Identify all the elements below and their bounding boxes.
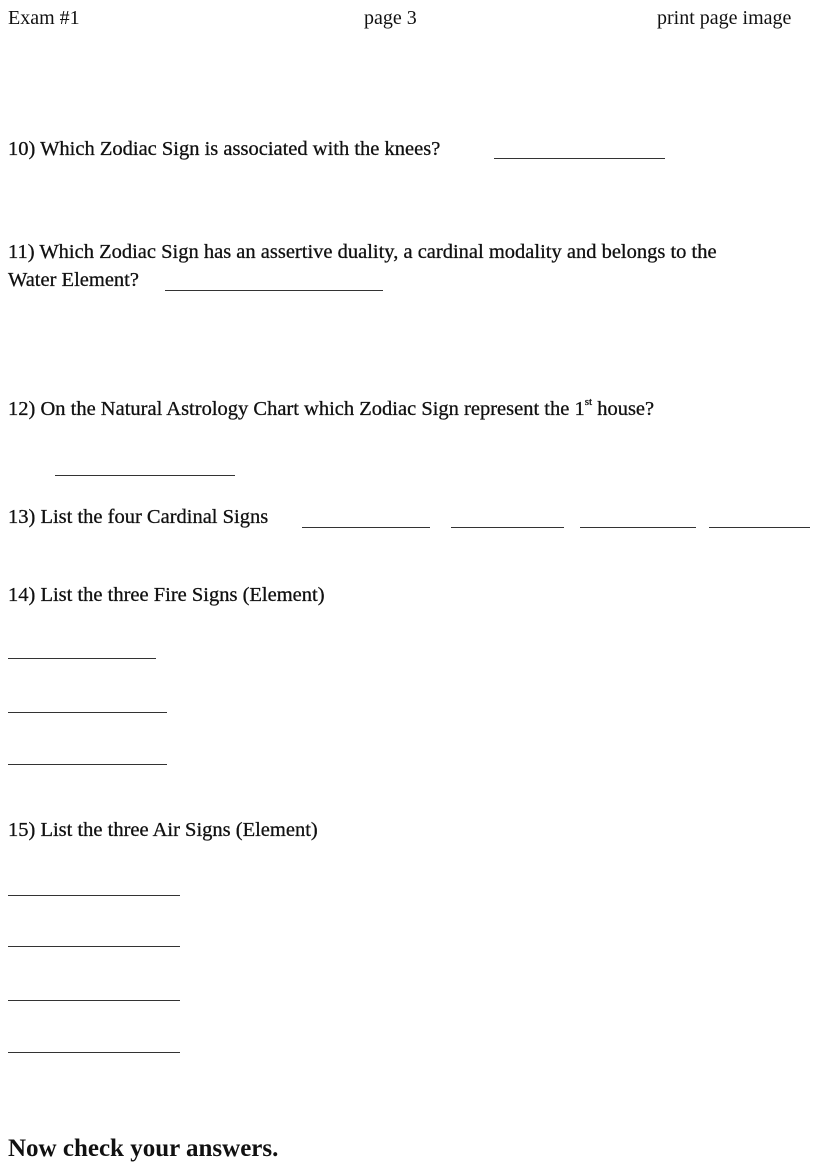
- answer-blank-q15-4[interactable]: [8, 1052, 180, 1053]
- question-10: 10) Which Zodiac Sign is associated with the knees?: [8, 138, 441, 160]
- answer-blank-q15-1[interactable]: [8, 895, 180, 896]
- question-12-text-end: house?: [592, 398, 655, 420]
- answer-blank-q11[interactable]: [165, 290, 383, 291]
- question-12-text: 12) On the Natural Astrology Chart which Zodiac Sign represent the 1: [8, 398, 585, 420]
- answer-blank-q10[interactable]: [494, 158, 665, 159]
- question-12: [8, 397, 654, 421]
- header-page-number: page 3: [364, 7, 417, 29]
- header-exam-label: Exam #1: [8, 7, 80, 29]
- answer-blank-q14-2[interactable]: [8, 712, 167, 713]
- answer-blank-q13-1[interactable]: [302, 527, 430, 528]
- question-14: 14) List the three Fire Signs (Element): [8, 584, 325, 606]
- answer-blank-q13-4[interactable]: [709, 527, 810, 528]
- answer-blank-q15-2[interactable]: [8, 946, 180, 947]
- question-15: 15) List the three Air Signs (Element): [8, 819, 318, 841]
- footer-instruction: Now check your answers.: [8, 1135, 279, 1162]
- answer-blank-q15-3[interactable]: [8, 1000, 180, 1001]
- answer-blank-q14-1[interactable]: [8, 658, 156, 659]
- answer-blank-q14-3[interactable]: [8, 764, 167, 765]
- answer-blank-q13-3[interactable]: [580, 527, 696, 528]
- question-11-line1: 11) Which Zodiac Sign has an assertive duality, a cardinal modality and belongs to the: [8, 241, 717, 263]
- answer-blank-q12[interactable]: [55, 475, 235, 476]
- question-13: 13) List the four Cardinal Signs: [8, 506, 269, 528]
- header-print-link[interactable]: print page image: [657, 7, 792, 29]
- question-11-line2: Water Element?: [8, 269, 139, 291]
- answer-blank-q13-2[interactable]: [451, 527, 564, 528]
- question-12-superscript: st: [584, 396, 593, 408]
